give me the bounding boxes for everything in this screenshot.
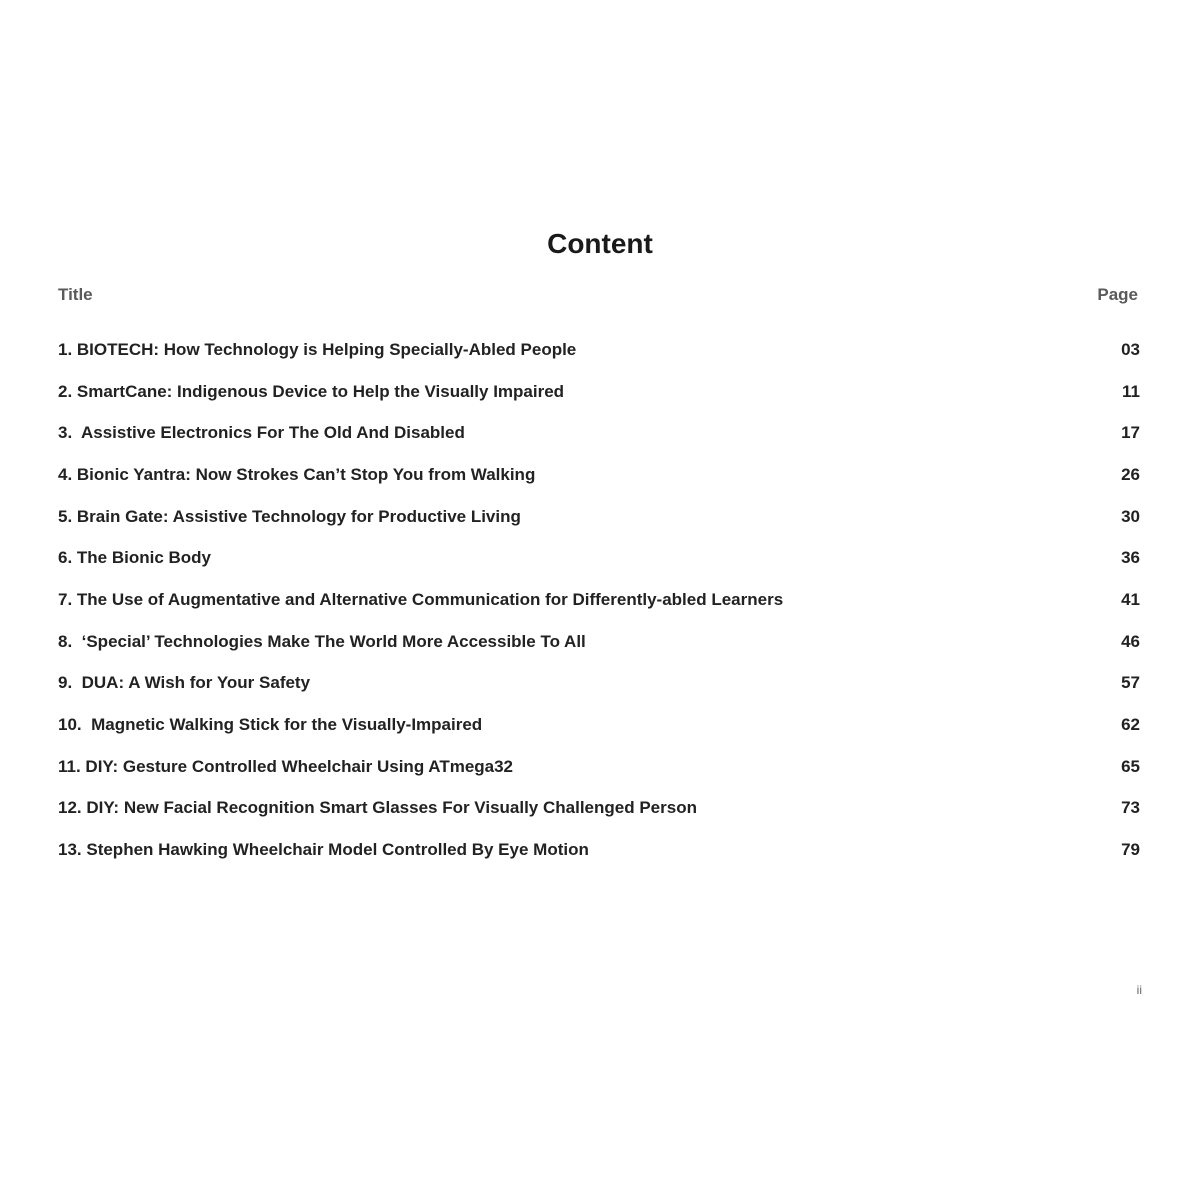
toc-entry-page: 57	[1121, 673, 1140, 693]
toc-entry[interactable]	[58, 579, 1140, 621]
toc-entry-title: 9. DUA: A Wish for Your Safety	[58, 673, 311, 693]
toc-entry-title: 11. DIY: Gesture Controlled Wheelchair Using ATmega32	[58, 756, 514, 776]
toc-entry[interactable]	[58, 496, 1140, 538]
toc-entry-title: 4. Bionic Yantra: Now Strokes Can’t Stop You from Walking	[58, 464, 536, 484]
toc-entry[interactable]	[58, 788, 1140, 830]
toc-entry-page: 03	[1121, 339, 1140, 359]
toc-entry[interactable]	[58, 454, 1140, 496]
toc-entry-title: 12. DIY: New Facial Recognition Smart Glasses For Visually Challenged Person	[58, 798, 697, 818]
toc-entry[interactable]	[58, 537, 1140, 579]
toc-entry-page: 26	[1121, 464, 1140, 484]
toc-entry[interactable]	[58, 371, 1140, 413]
table-of-contents	[58, 329, 1140, 871]
toc-entry-page: 65	[1121, 756, 1140, 776]
toc-entry[interactable]	[58, 621, 1140, 663]
title-column-header: Title	[58, 285, 93, 304]
toc-entry[interactable]	[58, 746, 1140, 788]
toc-entry-title: 10. Magnetic Walking Stick for the Visually-Impaired	[58, 715, 483, 735]
toc-entry[interactable]	[58, 704, 1140, 746]
toc-entry-page: 30	[1121, 506, 1140, 526]
page-column-header: Page	[1097, 285, 1138, 304]
page-title: Content	[547, 228, 653, 259]
toc-entry-title: 3. Assistive Electronics For The Old And Disabled	[58, 423, 465, 443]
toc-entry-page: 17	[1121, 423, 1140, 443]
toc-entry-title: 2. SmartCane: Indigenous Device to Help the Visually Impaired	[58, 381, 565, 401]
toc-entry-title: 6. The Bionic Body	[58, 548, 212, 568]
toc-entry-page: 73	[1121, 798, 1140, 818]
toc-entry-page: 11	[1122, 381, 1140, 401]
toc-entry-title: 13. Stephen Hawking Wheelchair Model Controlled By Eye Motion	[58, 840, 589, 860]
toc-entry[interactable]	[58, 329, 1140, 371]
toc-entry-page: 62	[1121, 715, 1140, 735]
toc-entry-page: 41	[1121, 589, 1140, 609]
toc-entry[interactable]	[58, 412, 1140, 454]
folio-page-number: ii	[1136, 983, 1142, 997]
toc-entry-page: 46	[1121, 631, 1140, 651]
toc-entry[interactable]	[58, 663, 1140, 705]
toc-entry-title: 1. BIOTECH: How Technology is Helping Specially-Abled People	[58, 339, 577, 359]
toc-entry-page: 79	[1121, 840, 1140, 860]
toc-entry-title: 7. The Use of Augmentative and Alternative Communication for Differently-abled Learners	[58, 589, 784, 609]
toc-entry-title: 5. Brain Gate: Assistive Technology for Productive Living	[58, 506, 521, 526]
toc-entry-page: 36	[1121, 548, 1140, 568]
toc-entry-title: 8. ‘Special’ Technologies Make The World More Accessible To All	[58, 631, 586, 651]
toc-entry[interactable]	[58, 829, 1140, 871]
